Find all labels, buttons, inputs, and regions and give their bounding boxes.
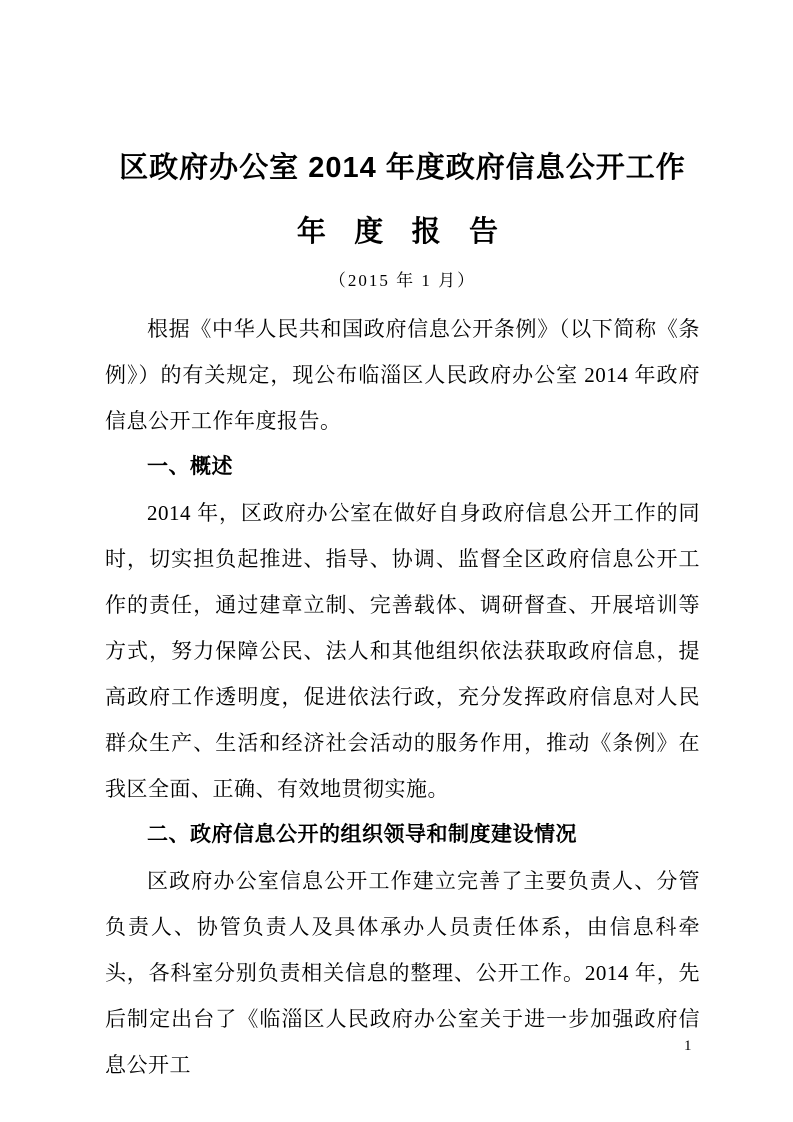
body-paragraph: 根据《中华人民共和国政府信息公开条例》（以下简称《条例》）的有关规定，现公布临淄区人民政府办公室 2014 年政府信息公开工作年度报告。	[105, 317, 700, 433]
section-heading: 一、概述	[147, 455, 233, 478]
page-number: 1	[684, 1038, 692, 1054]
body-paragraph: 区政府办公室信息公开工作建立完善了主要负责人、分管负责人、协管负责人及具体承办人员责任体系，由信息科牵头，各科室分别负责相关信息的整理、公开工作。2014 年，先后制定出台了《临淄区人民政府办公室关于进一步加强政府信息公开工	[105, 869, 700, 1077]
section-heading: 二、政府信息公开的组织领导和制度建设情况	[147, 823, 577, 846]
document-body	[105, 306, 700, 1088]
document-date: （2015 年 1 月）	[328, 271, 477, 290]
document-title-line1: 区政府办公室 2014 年度政府信息公开工作	[119, 152, 686, 184]
document-content	[0, 148, 793, 1088]
body-paragraph: 2014 年，区政府办公室在做好自身政府信息公开工作的同时，切实担负起推进、指导、协调、监督全区政府信息公开工作的责任，通过建章立制、完善载体、调研督查、开展培训等方式，努力保障公民、法人和其他组织依法获取政府信息，提高政府工作透明度，促进依法行政，充分发挥政府信息对人民群众生产、生活和经济社会活动的服务作用，推动《条例》在我区全面、正确、有效地贯彻实施。	[105, 501, 700, 801]
document-title-line2: 年 度 报 告	[296, 216, 509, 248]
